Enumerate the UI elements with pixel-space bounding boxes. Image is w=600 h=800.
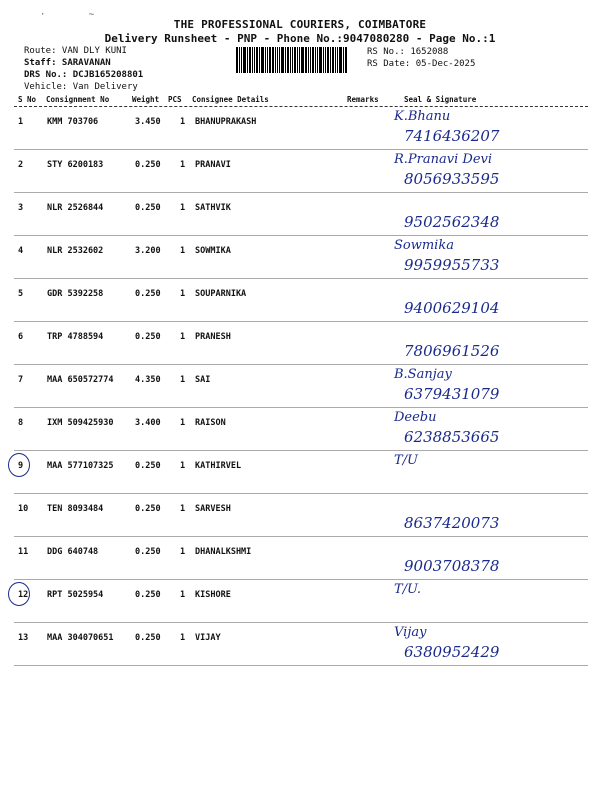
handwritten-phone: 9502562348	[404, 213, 500, 231]
row-consignment: STY 6200183	[47, 160, 104, 170]
handwritten-signature	[394, 410, 594, 450]
row-consignment: NLR 2526844	[47, 203, 104, 213]
header-seal: Seal & Signature	[404, 95, 477, 104]
row-pcs: 1	[180, 418, 186, 428]
table-row	[14, 236, 588, 279]
runsheet-subtitle: Delivery Runsheet - PNP - Phone No.:9047080280 - Page No.:1	[104, 32, 496, 45]
table-row	[14, 322, 588, 365]
row-consignment: GDR 5392258	[47, 289, 104, 299]
vehicle-text: Vehicle: Van Delivery	[24, 82, 138, 92]
pen-circle-mark	[8, 453, 30, 477]
table-row	[14, 279, 588, 322]
row-consignee: SATHVIK	[195, 203, 231, 213]
table-row	[14, 580, 588, 623]
handwritten-signature	[394, 453, 594, 493]
runsheet-table	[14, 94, 588, 666]
row-consignee: SOUPARNIKA	[195, 289, 247, 299]
signature-text: Vijay	[394, 625, 427, 640]
row-weight: 0.250	[135, 289, 161, 299]
row-consignee: KATHIRVEL	[195, 461, 242, 471]
handwritten-phone: 9003708378	[404, 557, 500, 575]
row-pcs: 1	[180, 160, 186, 170]
row-sno: 13	[18, 633, 29, 643]
row-consignee: SAI	[195, 375, 211, 385]
handwritten-signature	[394, 539, 594, 579]
row-weight: 0.250	[135, 203, 161, 213]
row-consignee: BHANUPRAKASH	[195, 117, 257, 127]
table-row	[14, 365, 588, 408]
row-consignment: MAA 577107325	[47, 461, 114, 471]
table-header	[14, 94, 588, 107]
row-weight: 3.450	[135, 117, 161, 127]
row-consignment: TEN 8093484	[47, 504, 104, 514]
handwritten-signature	[394, 625, 594, 665]
row-consignee: PRANESH	[195, 332, 231, 342]
route-info	[24, 45, 143, 93]
handwritten-signature	[394, 582, 594, 622]
handwritten-phone: 8056933595	[404, 170, 500, 188]
pen-mark: · ~	[40, 10, 95, 20]
signature-text: K.Bhanu	[394, 109, 451, 124]
row-consignee: SARVESH	[195, 504, 231, 514]
company-title: THE PROFESSIONAL COURIERS, COIMBATORE	[173, 18, 427, 31]
row-weight: 3.400	[135, 418, 161, 428]
header-sno: S No	[18, 95, 37, 104]
table-row	[14, 408, 588, 451]
drs-number: DRS No.: DCJB165208801	[24, 70, 144, 80]
row-weight: 0.250	[135, 332, 161, 342]
table-row	[14, 537, 588, 580]
table-row	[14, 193, 588, 236]
row-consignment: RPT 5025954	[47, 590, 104, 600]
handwritten-phone: 6379431079	[404, 385, 500, 403]
pen-circle-mark	[8, 582, 30, 606]
handwritten-signature	[394, 152, 594, 192]
row-consignment: TRP 4788594	[47, 332, 104, 342]
row-weight: 4.350	[135, 375, 161, 385]
row-pcs: 1	[180, 633, 186, 643]
row-weight: 0.250	[135, 504, 161, 514]
signature-text: B.Sanjay	[394, 367, 452, 382]
table-row	[14, 451, 588, 494]
row-consignee: PRANAVI	[195, 160, 231, 170]
row-consignee: DHANALKSHMI	[195, 547, 252, 557]
row-pcs: 1	[180, 375, 186, 385]
header-weight: Weight	[132, 95, 160, 104]
row-weight: 0.250	[135, 590, 161, 600]
table-row	[14, 150, 588, 193]
row-pcs: 1	[180, 332, 186, 342]
handwritten-signature	[394, 324, 594, 364]
row-consignment: KMM 703706	[47, 117, 99, 127]
rs-number: RS No.: 1652088	[367, 47, 449, 57]
row-pcs: 1	[180, 246, 186, 256]
handwritten-signature	[394, 109, 594, 149]
row-sno: 2	[18, 160, 24, 170]
header-pcs: PCS	[168, 95, 182, 104]
row-pcs: 1	[180, 504, 186, 514]
signature-text: Deebu	[394, 410, 437, 425]
row-consignment: IXM 509425930	[47, 418, 114, 428]
rs-info	[367, 46, 475, 70]
header-remarks: Remarks	[347, 95, 379, 104]
row-consignee: KISHORE	[195, 590, 231, 600]
signature-text: T/U.	[394, 582, 421, 597]
row-pcs: 1	[180, 203, 186, 213]
row-pcs: 1	[180, 590, 186, 600]
row-consignment: MAA 650572774	[47, 375, 114, 385]
row-consignment: DDG 640748	[47, 547, 99, 557]
row-sno: 8	[18, 418, 24, 428]
row-weight: 0.250	[135, 160, 161, 170]
row-sno: 6	[18, 332, 24, 342]
row-sno: 12	[18, 590, 29, 600]
row-weight: 0.250	[135, 633, 161, 643]
handwritten-phone: 9400629104	[404, 299, 500, 317]
row-sno: 7	[18, 375, 24, 385]
row-pcs: 1	[180, 461, 186, 471]
header-consignee: Consignee Details	[192, 95, 269, 104]
table-row	[14, 107, 588, 150]
handwritten-signature	[394, 195, 594, 235]
row-consignee: VIJAY	[195, 633, 221, 643]
row-sno: 5	[18, 289, 24, 299]
handwritten-signature	[394, 367, 594, 407]
handwritten-phone: 7806961526	[404, 342, 500, 360]
row-pcs: 1	[180, 547, 186, 557]
row-pcs: 1	[180, 117, 186, 127]
handwritten-signature	[394, 496, 594, 536]
row-consignment: NLR 2532602	[47, 246, 104, 256]
row-sno: 11	[18, 547, 29, 557]
row-weight: 0.250	[135, 547, 161, 557]
row-sno: 10	[18, 504, 29, 514]
table-body	[14, 107, 588, 666]
handwritten-phone: 9959955733	[404, 256, 500, 274]
row-consignment: MAA 304070651	[47, 633, 114, 643]
table-row	[14, 494, 588, 537]
handwritten-signature	[394, 238, 594, 278]
row-pcs: 1	[180, 289, 186, 299]
row-consignee: SOWMIKA	[195, 246, 231, 256]
signature-text: Sowmika	[394, 238, 454, 253]
row-sno: 3	[18, 203, 24, 213]
handwritten-signature	[394, 281, 594, 321]
row-sno: 9	[18, 461, 24, 471]
row-weight: 0.250	[135, 461, 161, 471]
staff-text: Staff: SARAVANAN	[24, 58, 111, 68]
row-weight: 3.200	[135, 246, 161, 256]
header-consignment: Consignment No	[46, 95, 110, 104]
signature-text: T/U	[394, 453, 419, 468]
route-text: Route: VAN DLY KUNI	[24, 46, 127, 56]
row-sno: 4	[18, 246, 24, 256]
table-row	[14, 623, 588, 666]
handwritten-phone: 8637420073	[404, 514, 500, 532]
row-consignee: RAISON	[195, 418, 226, 428]
signature-text: R.Pranavi Devi	[394, 152, 493, 167]
row-sno: 1	[18, 117, 24, 127]
handwritten-phone: 7416436207	[404, 127, 500, 145]
barcode-icon	[236, 47, 362, 73]
handwritten-phone: 6238853665	[404, 428, 500, 446]
rs-date: RS Date: 05-Dec-2025	[367, 59, 476, 69]
handwritten-phone: 6380952429	[404, 643, 500, 661]
